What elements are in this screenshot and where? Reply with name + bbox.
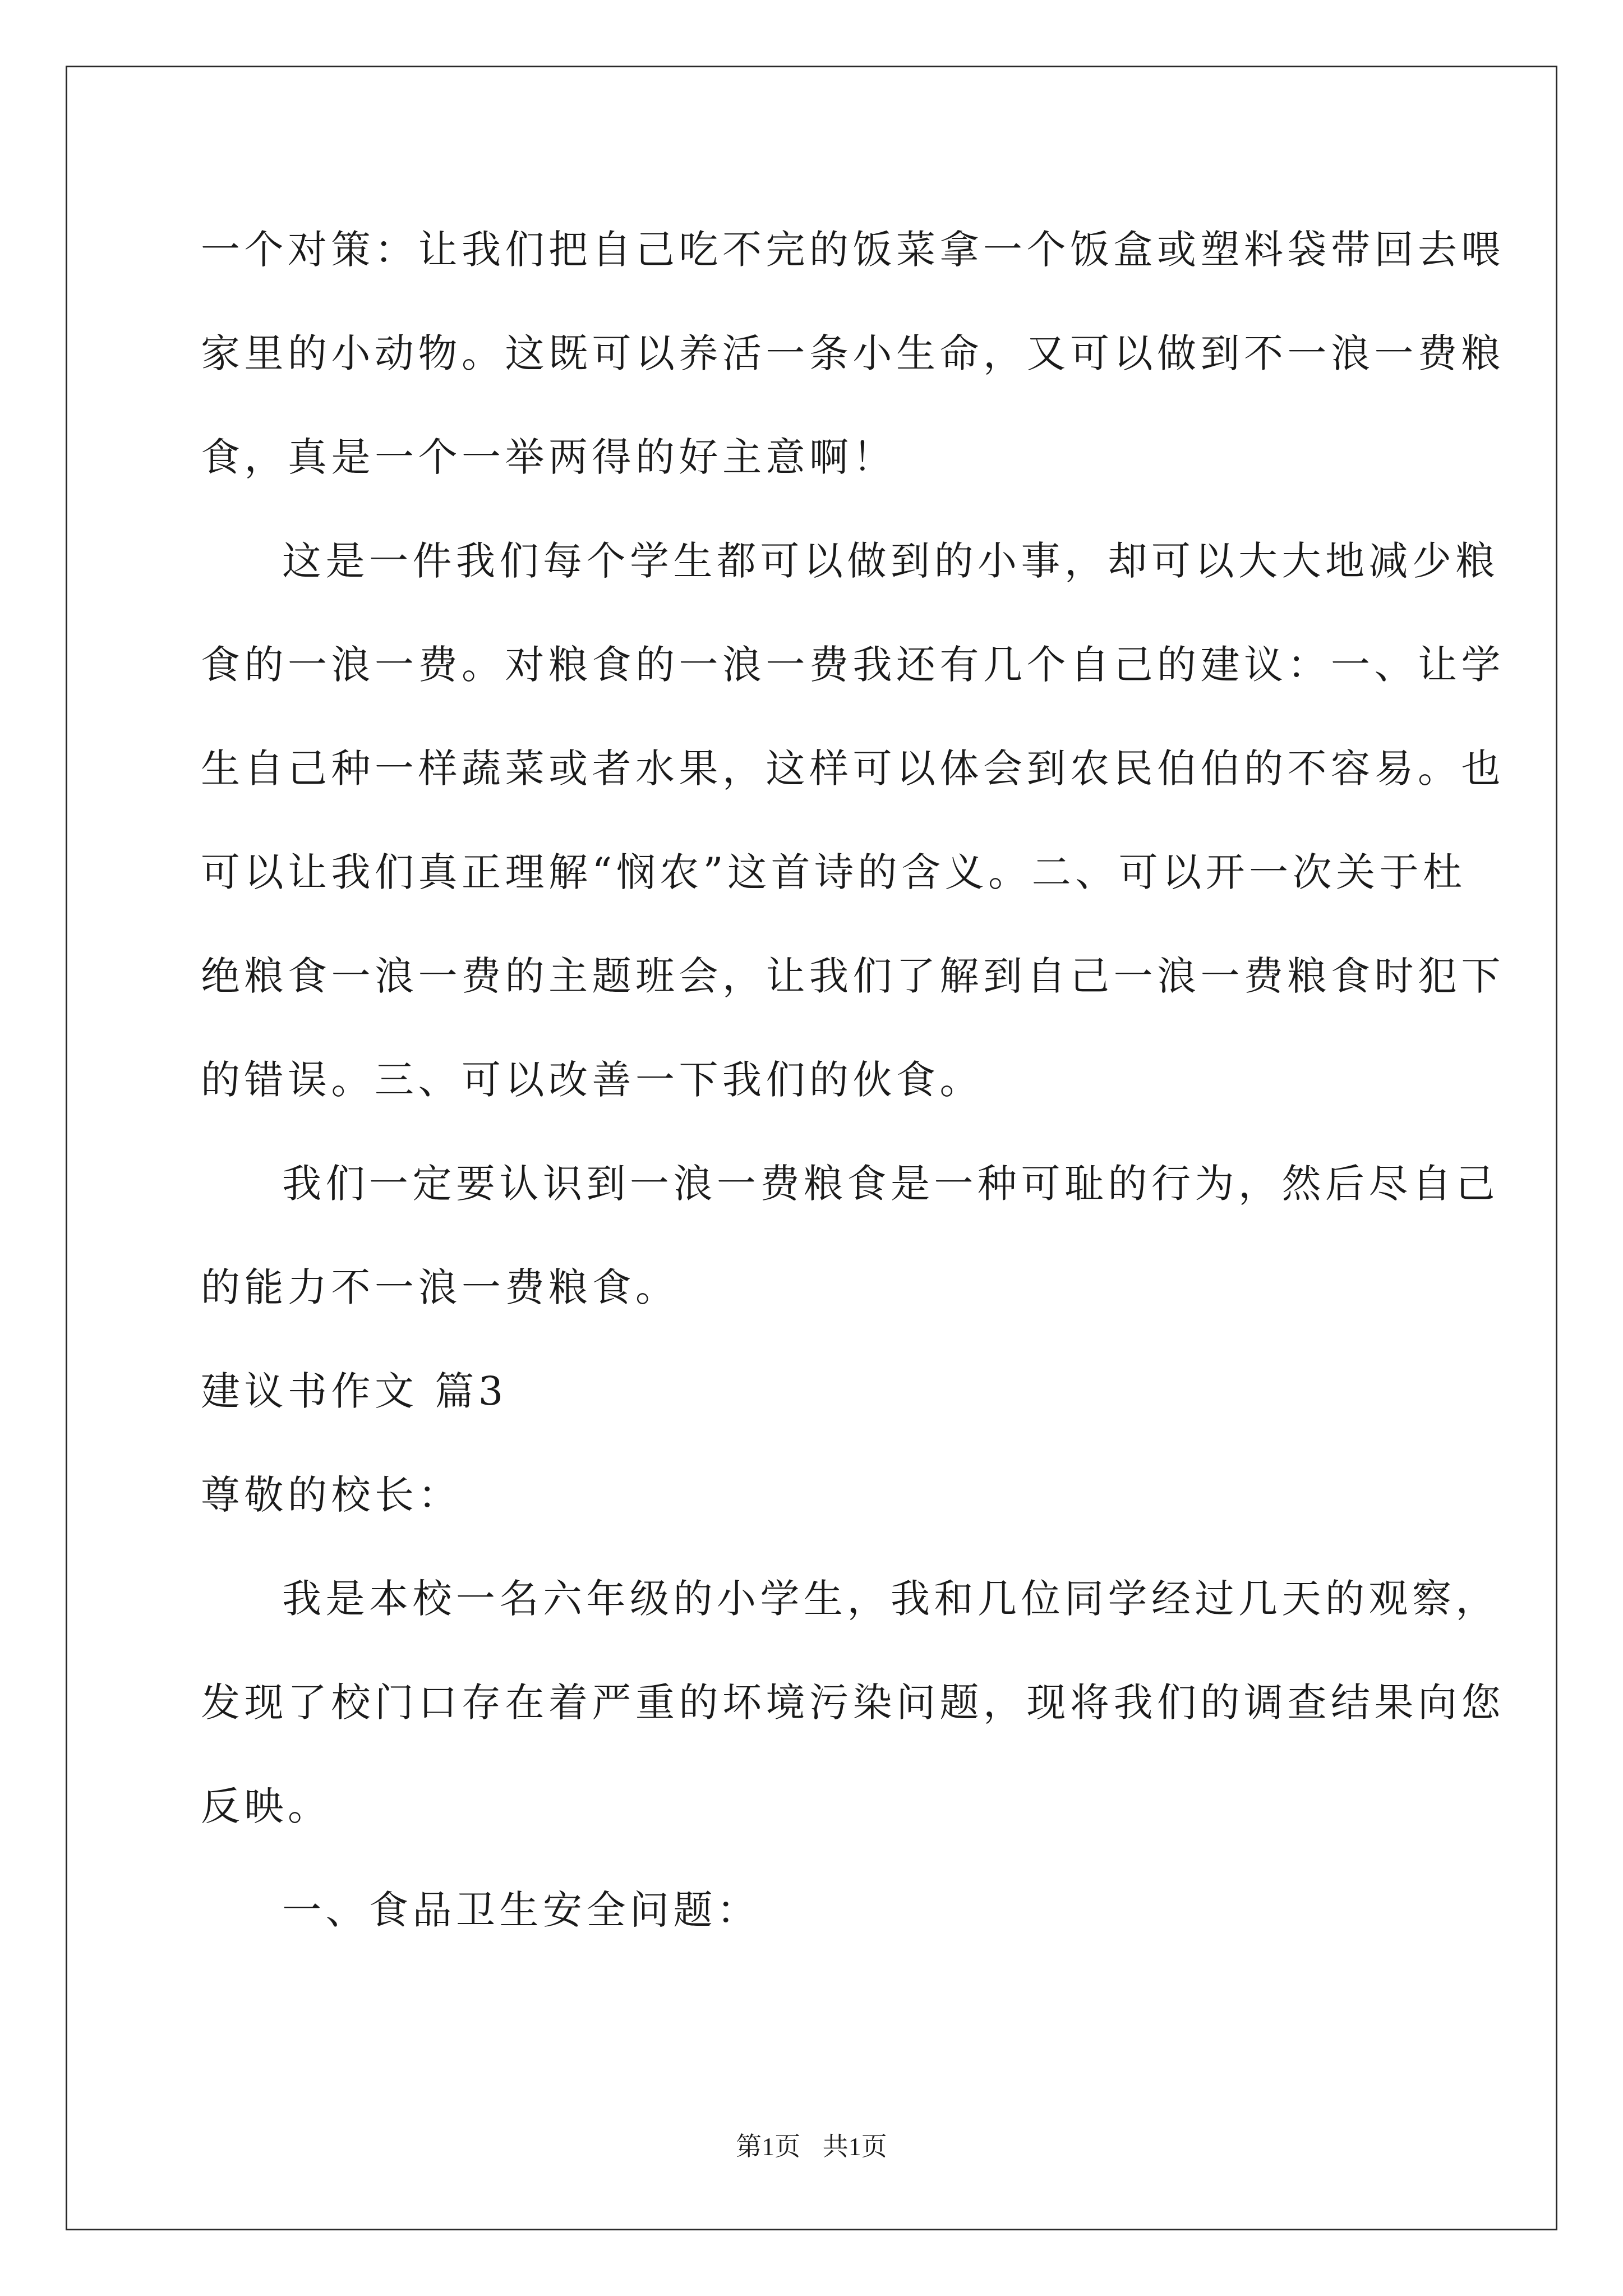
- text-line: 的能力不一浪一费粮食。: [201, 1264, 679, 1310]
- text-line: 这是一件我们每个学生都可以做到的小事，却可以大大地减少粮: [282, 538, 1499, 584]
- text-line: 我们一定要认识到一浪一费粮食是一种可耻的行为，然后尽自己: [282, 1161, 1499, 1207]
- page-total: 共1页: [822, 2132, 887, 2161]
- text-line: 绝粮食一浪一费的主题班会，让我们了解到自己一浪一费粮食时犯下: [201, 953, 1505, 999]
- text-line: 我是本校一名六年级的小学生，我和几位同学经过几天的观察，: [282, 1576, 1499, 1622]
- text-line: 家里的小动物。这既可以养活一条小生命，又可以做到不一浪一费粮: [201, 330, 1505, 376]
- subsection-heading: 一、食品卫生安全问题：: [282, 1887, 760, 1933]
- text-line: 的错误。三、可以改善一下我们的伙食。: [201, 1057, 983, 1103]
- text-line: 食的一浪一费。对粮食的一浪一费我还有几个自己的建议：一、让学: [201, 642, 1505, 688]
- section-heading: 建议书作文 篇3: [201, 1368, 508, 1414]
- page-number: 第1页: [736, 2132, 801, 2161]
- text-line: 发现了校门口存在着严重的坏境污染问题，现将我们的调查结果向您: [201, 1680, 1505, 1726]
- text-line: 食，真是一个一举两得的好主意啊！: [201, 434, 896, 480]
- text-line: 生自己种一样蔬菜或者水果，这样可以体会到农民伯伯的不容易。也: [201, 746, 1505, 792]
- text-line: 一个对策：让我们把自己吃不完的饭菜拿一个饭盒或塑料袋带回去喂: [201, 227, 1505, 273]
- text-line: 反映。: [201, 1783, 331, 1829]
- salutation: 尊敬的校长：: [201, 1472, 462, 1518]
- text-line: 可以让我们真正理解“悯农”这首诗的含义。二、可以开一次关于杜: [201, 849, 1467, 895]
- page-footer: [0, 2126, 1623, 2163]
